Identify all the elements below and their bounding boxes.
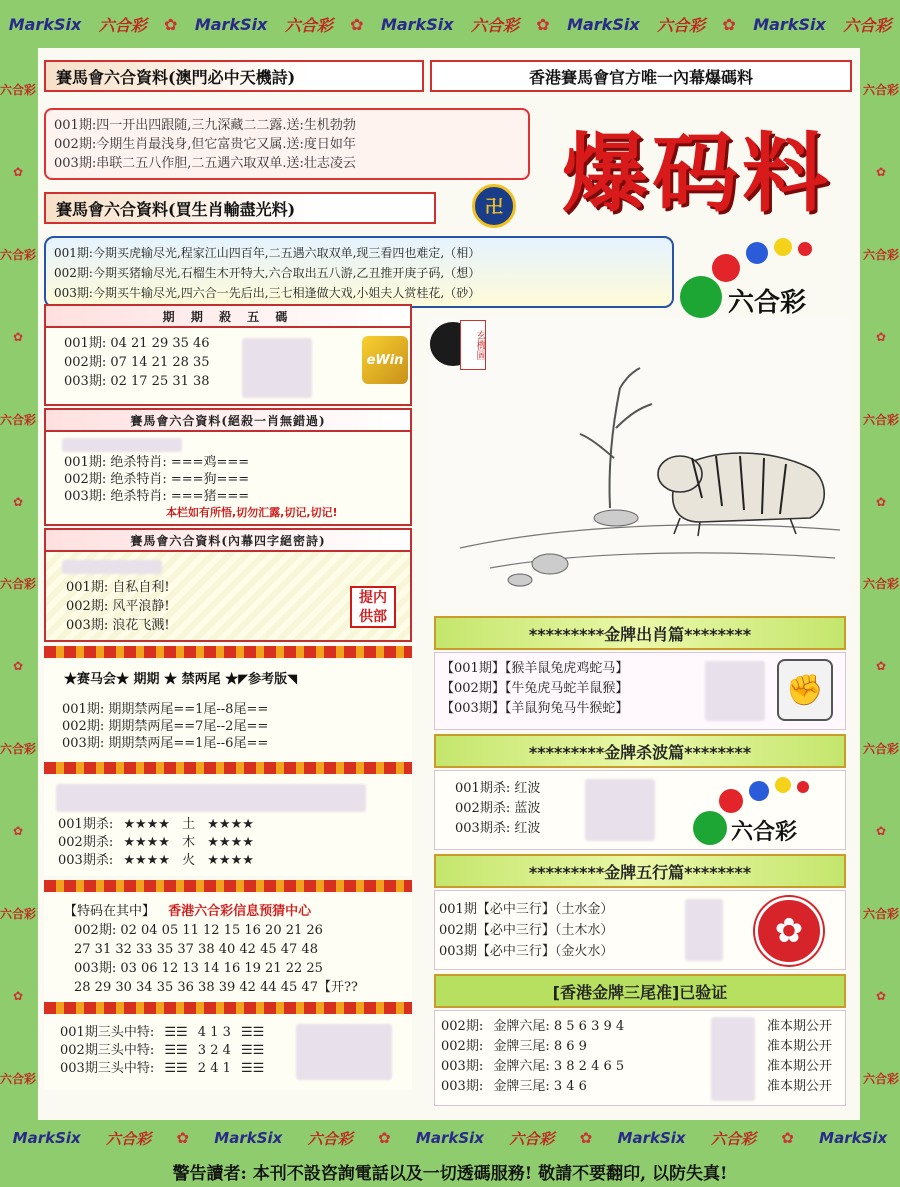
tagline: 香港賽馬會官方唯一內幕爆碼料 bbox=[430, 60, 852, 92]
special-label: 【特码在其中】 bbox=[64, 904, 156, 919]
flower-icon: ✿ bbox=[176, 1129, 189, 1147]
gold-element-row: 003期【必中三行】（金火水） bbox=[439, 944, 614, 959]
border-lhc: 六合彩 bbox=[509, 1129, 555, 1148]
section-heading: 賽馬會六合資料(內幕四字絕密詩) bbox=[46, 530, 410, 552]
gold-element-row: 001期【必中三行】（土水金） bbox=[439, 902, 614, 917]
gold-tail-row bbox=[441, 1017, 845, 1037]
element-label: 002期杀: bbox=[58, 835, 114, 850]
tail-note: 准本期公开 bbox=[767, 1059, 833, 1074]
gold-element-box bbox=[434, 890, 846, 970]
ball-icon bbox=[775, 777, 791, 793]
element-row bbox=[58, 834, 412, 852]
flower-icon: ✿ bbox=[12, 824, 24, 839]
trigram-icon: ☰☰ bbox=[241, 1025, 265, 1040]
lottery-label-small: 六合彩 bbox=[731, 819, 798, 845]
gold-tail-box bbox=[434, 1010, 846, 1106]
border-lhc: 六合彩 bbox=[284, 15, 333, 35]
trigram-icon: ☰☰ bbox=[164, 1043, 188, 1058]
zodiac-row: 002期:今期买猪输尽光,石榴生木开特大,六合取出五八游,乙丑推开庚子码,（想） bbox=[54, 266, 481, 280]
gold-zodiac-box bbox=[434, 652, 846, 730]
tail-note: 准本期公开 bbox=[767, 1039, 833, 1054]
flower-icon: ✿ bbox=[875, 824, 887, 839]
border-lhc: 六合彩 bbox=[862, 412, 899, 427]
tail-period: 003期: bbox=[441, 1059, 484, 1074]
title-bar-zodiac: 賽馬會六合資料(買生肖輸盡光料) bbox=[44, 192, 436, 224]
redacted-area bbox=[62, 438, 182, 452]
redacted-area bbox=[585, 779, 655, 841]
border-mark: MarkSix bbox=[194, 14, 268, 34]
mystery-badge-label: 玄機圖 bbox=[460, 320, 486, 370]
border-lhc: 六合彩 bbox=[862, 577, 899, 592]
footer-warning: 警告讀者: 本刊不設咨詢電話以及一切透碼服務! 敬請不要翻印, 以防失真! bbox=[0, 1156, 900, 1187]
gold-element-row: 002期【必中三行】（土木水） bbox=[439, 923, 614, 938]
poem-box bbox=[44, 108, 530, 180]
special-line: 003期: 03 06 12 13 14 16 19 21 22 25 bbox=[74, 961, 323, 976]
section-kill-one bbox=[44, 408, 412, 526]
gold-zodiac-row: 【002期】【牛兔虎马蛇羊鼠猴】 bbox=[441, 681, 629, 696]
tail-text: 金牌三尾: 3 4 6 bbox=[493, 1079, 587, 1094]
tail-text: 金牌三尾: 8 6 9 bbox=[493, 1039, 587, 1054]
secret-poem-row: 001期: 自私自利! bbox=[66, 580, 170, 595]
border-left bbox=[0, 48, 36, 1120]
tail-ban-row: 001期: 期期禁两尾==1尾--8尾== bbox=[62, 702, 269, 717]
flower-icon: ✿ bbox=[12, 165, 24, 180]
border-mark: MarkSix bbox=[753, 14, 826, 34]
gold-tail-row bbox=[441, 1037, 845, 1057]
flower-icon: ✿ bbox=[536, 14, 550, 34]
flower-icon: ✿ bbox=[875, 659, 887, 674]
element-char: 火 bbox=[182, 853, 196, 868]
gold-wave-heading: *********金牌杀波篇******** bbox=[434, 734, 846, 768]
flower-icon: ✿ bbox=[781, 1129, 794, 1147]
border-mark: MarkSix bbox=[12, 1129, 81, 1147]
special-center: 香港六合彩信息预猜中心 bbox=[168, 904, 312, 919]
decorative-strip bbox=[44, 1002, 412, 1014]
border-lhc: 六合彩 bbox=[862, 248, 899, 263]
ball-icon bbox=[680, 276, 722, 318]
trigram-icon: ☰☰ bbox=[164, 1025, 188, 1040]
border-lhc: 六合彩 bbox=[710, 1129, 756, 1148]
tail-period: 003期: bbox=[441, 1079, 484, 1094]
gold-wave-row: 003期杀: 红波 bbox=[455, 821, 541, 836]
border-lhc: 六合彩 bbox=[0, 1071, 36, 1086]
gold-zodiac-heading: *********金牌出肖篇******** bbox=[434, 616, 846, 650]
stars: ★★★★ bbox=[207, 853, 254, 868]
flower-icon: ✿ bbox=[875, 165, 887, 180]
border-mark: MarkSix bbox=[214, 1129, 283, 1147]
stars: ★★★★ bbox=[207, 817, 254, 832]
section-three-heads bbox=[44, 1016, 412, 1090]
flower-icon: ✿ bbox=[722, 14, 736, 34]
sketch-tiger bbox=[658, 453, 824, 536]
border-bottom bbox=[0, 1120, 900, 1156]
border-lhc: 六合彩 bbox=[0, 742, 36, 757]
border-lhc: 六合彩 bbox=[0, 412, 36, 427]
tail-note: 准本期公开 bbox=[767, 1079, 833, 1094]
gold-tail-heading: [香港金牌三尾准]已验证 bbox=[434, 974, 846, 1008]
gold-wave-row: 002期杀: 蓝波 bbox=[455, 801, 541, 816]
kill-five-row: 003期: 02 17 25 31 38 bbox=[64, 374, 210, 389]
redacted-area bbox=[62, 560, 162, 574]
kill-one-note: 本栏如有所悟,切勿汇露,切记,切记! bbox=[166, 506, 338, 519]
border-lhc: 六合彩 bbox=[843, 15, 892, 35]
sketch-ground bbox=[460, 525, 840, 568]
ewin-logo: eWin bbox=[362, 336, 408, 384]
gold-tail-row bbox=[441, 1057, 845, 1077]
lottery-balls-logo bbox=[678, 236, 858, 320]
tail-ban-row: 003期: 期期禁两尾==1尾--6尾== bbox=[62, 736, 269, 751]
ball-icon bbox=[749, 781, 769, 801]
element-char: 土 bbox=[182, 817, 196, 832]
trigram-icon: ☰☰ bbox=[241, 1043, 265, 1058]
lottery-label: 六合彩 bbox=[728, 288, 807, 318]
sketch-rocks bbox=[508, 510, 638, 586]
decorative-strip bbox=[44, 880, 412, 892]
section-secret-poem bbox=[44, 528, 412, 642]
special-line: 002期: 02 04 05 11 12 15 16 20 21 26 bbox=[74, 923, 323, 938]
fist-icon: ✊ bbox=[777, 659, 833, 721]
redacted-area bbox=[705, 661, 765, 721]
flower-icon: ✿ bbox=[875, 329, 887, 344]
border-mark: MarkSix bbox=[567, 14, 640, 34]
mystery-image bbox=[430, 318, 850, 608]
flower-icon: ✿ bbox=[875, 494, 887, 509]
zodiac-row: 003期:今期买牛输尽光,四六合一先后出,三七相逢做大戏,小姐夫人赏桂花,（砂） bbox=[54, 286, 481, 300]
border-mark: MarkSix bbox=[415, 1129, 484, 1147]
secret-poem-row: 003期: 浪花飞溅! bbox=[66, 618, 170, 633]
secret-poem-row: 002期: 风平浪静! bbox=[66, 599, 170, 614]
kill-five-row: 001期: 04 21 29 35 46 bbox=[64, 336, 210, 351]
redacted-area bbox=[56, 784, 366, 812]
ball-icon bbox=[693, 811, 727, 845]
three-head-label: 002期三头中特: bbox=[60, 1043, 155, 1058]
stars: ★★★★ bbox=[123, 853, 170, 868]
ball-icon bbox=[746, 242, 768, 264]
hk-emblem-icon: ✿ bbox=[755, 897, 823, 965]
border-lhc: 六合彩 bbox=[862, 83, 899, 98]
trigram-icon: ☰☰ bbox=[241, 1061, 265, 1076]
kill-one-row: 002期: 绝杀特肖: ===狗=== bbox=[64, 472, 250, 487]
border-right bbox=[862, 48, 900, 1120]
border-mark: MarkSix bbox=[8, 14, 82, 34]
ball-icon bbox=[774, 238, 792, 256]
kill-five-row: 002期: 07 14 21 28 35 bbox=[64, 355, 210, 370]
ball-icon bbox=[719, 789, 743, 813]
redacted-area bbox=[711, 1017, 755, 1101]
poem-row: 002期:今期生肖最浅身,但它富贵它又属.送:度日如年 bbox=[54, 137, 356, 152]
flower-icon: ✿ bbox=[12, 659, 24, 674]
gold-wave-box bbox=[434, 770, 846, 850]
stars: ★★★★ bbox=[207, 835, 254, 850]
decorative-strip bbox=[44, 646, 412, 658]
redacted-area bbox=[296, 1024, 392, 1080]
border-lhc: 六合彩 bbox=[106, 1129, 152, 1148]
border-mark: MarkSix bbox=[617, 1129, 686, 1147]
section-elements bbox=[44, 776, 412, 876]
gold-wave-row: 001期杀: 红波 bbox=[455, 781, 541, 796]
tail-text: 金牌六尾: 8 5 6 3 9 4 bbox=[493, 1019, 625, 1034]
flower-icon: ✿ bbox=[579, 1129, 593, 1147]
section-kill-five bbox=[44, 304, 412, 406]
trigram-icon: ☰☰ bbox=[164, 1061, 188, 1076]
border-lhc: 六合彩 bbox=[862, 906, 899, 921]
border-lhc: 六合彩 bbox=[0, 248, 36, 263]
kill-one-row: 003期: 绝杀特肖: ===猪=== bbox=[64, 489, 250, 504]
gold-element-heading: *********金牌五行篇******** bbox=[434, 854, 846, 888]
border-lhc: 六合彩 bbox=[862, 1071, 899, 1086]
ball-icon bbox=[712, 254, 740, 282]
inside-stamp: 提内供部 bbox=[350, 586, 396, 628]
section-special bbox=[44, 894, 412, 1004]
hkjc-logo-icon: 卍 bbox=[472, 184, 516, 228]
special-line: 28 29 30 34 35 36 38 39 42 44 45 47【开?? bbox=[74, 980, 358, 995]
element-label: 003期杀: bbox=[58, 853, 114, 868]
border-lhc: 六合彩 bbox=[307, 1129, 353, 1148]
poem-row: 001期:四一开出四跟随,三九深藏二二露.送:生机勃勃 bbox=[54, 118, 356, 133]
tail-note: 准本期公开 bbox=[767, 1019, 833, 1034]
ball-icon bbox=[798, 242, 812, 256]
border-lhc: 六合彩 bbox=[862, 742, 899, 757]
special-line: 27 31 32 33 35 37 38 40 42 45 47 48 bbox=[74, 942, 318, 957]
element-row bbox=[58, 816, 412, 834]
tail-ban-row: 002期: 期期禁两尾==7尾--2尾== bbox=[62, 719, 269, 734]
three-head-label: 003期三头中特: bbox=[60, 1061, 155, 1076]
redacted-area bbox=[685, 899, 723, 961]
section-tail-ban bbox=[44, 660, 412, 760]
flower-icon: ✿ bbox=[875, 988, 887, 1003]
border-mark: MarkSix bbox=[819, 1129, 888, 1147]
flower-icon: ✿ bbox=[12, 988, 24, 1003]
gold-tail-row bbox=[441, 1077, 845, 1097]
border-mark: MarkSix bbox=[380, 14, 454, 34]
section-heading: 賽馬會六合資料(絕殺一肖無錯過) bbox=[46, 410, 410, 432]
flower-icon: ✿ bbox=[164, 14, 178, 34]
element-row bbox=[58, 852, 412, 870]
stars: ★★★★ bbox=[123, 835, 170, 850]
border-lhc: 六合彩 bbox=[0, 83, 36, 98]
flower-icon: ✿ bbox=[12, 329, 24, 344]
three-head-nums: 3 2 4 bbox=[197, 1043, 231, 1058]
title-bar-poem: 賽馬會六合資料(澳門必中天機詩) bbox=[44, 60, 424, 92]
flower-icon: ✿ bbox=[12, 494, 24, 509]
sketch-plant bbox=[580, 368, 652, 508]
three-head-nums: 2 4 1 bbox=[197, 1061, 231, 1076]
ball-icon bbox=[797, 781, 809, 793]
lottery-balls-small bbox=[691, 775, 841, 849]
stars: ★★★★ bbox=[123, 817, 170, 832]
tail-period: 002期: bbox=[441, 1019, 484, 1034]
three-head-label: 001期三头中特: bbox=[60, 1025, 155, 1040]
border-lhc: 六合彩 bbox=[470, 15, 519, 35]
kill-one-row: 001期: 绝杀特肖: ===鸡=== bbox=[64, 455, 250, 470]
tiger-sketch bbox=[430, 318, 850, 608]
three-head-nums: 4 1 3 bbox=[197, 1025, 231, 1040]
redacted-area bbox=[242, 338, 312, 398]
element-char: 木 bbox=[182, 835, 196, 850]
poem-row: 003期:串联二五八作胆,二五遇六取双单.送:壮志凌云 bbox=[54, 156, 356, 171]
gold-zodiac-row: 【003期】【羊鼠狗兔马牛猴蛇】 bbox=[441, 701, 629, 716]
zodiac-box bbox=[44, 236, 674, 308]
border-top bbox=[0, 0, 900, 48]
gold-zodiac-row: 【001期】【猴羊鼠兔虎鸡蛇马】 bbox=[441, 661, 629, 676]
tail-ban-heading: ★赛马会★ 期期 ★ 禁两尾 ★◤参考版◥ bbox=[64, 672, 298, 687]
tail-text: 金牌六尾: 3 8 2 4 6 5 bbox=[493, 1059, 625, 1074]
flower-icon: ✿ bbox=[378, 1129, 391, 1147]
big-title: 爆码料 bbox=[562, 123, 832, 224]
zodiac-row: 001期:今期买虎输尽光,程家江山四百年,二五遇六取双单,现三看四也难定,（相） bbox=[54, 246, 481, 260]
border-lhc: 六合彩 bbox=[657, 15, 706, 35]
section-heading: 期 期 殺 五 碼 bbox=[46, 306, 410, 328]
element-label: 001期杀: bbox=[58, 817, 114, 832]
flower-icon: ✿ bbox=[350, 14, 364, 34]
border-lhc: 六合彩 bbox=[98, 15, 147, 35]
page-main bbox=[38, 48, 860, 1120]
tail-period: 002期: bbox=[441, 1039, 484, 1054]
border-lhc: 六合彩 bbox=[0, 906, 36, 921]
decorative-strip bbox=[44, 762, 412, 774]
border-lhc: 六合彩 bbox=[0, 577, 36, 592]
